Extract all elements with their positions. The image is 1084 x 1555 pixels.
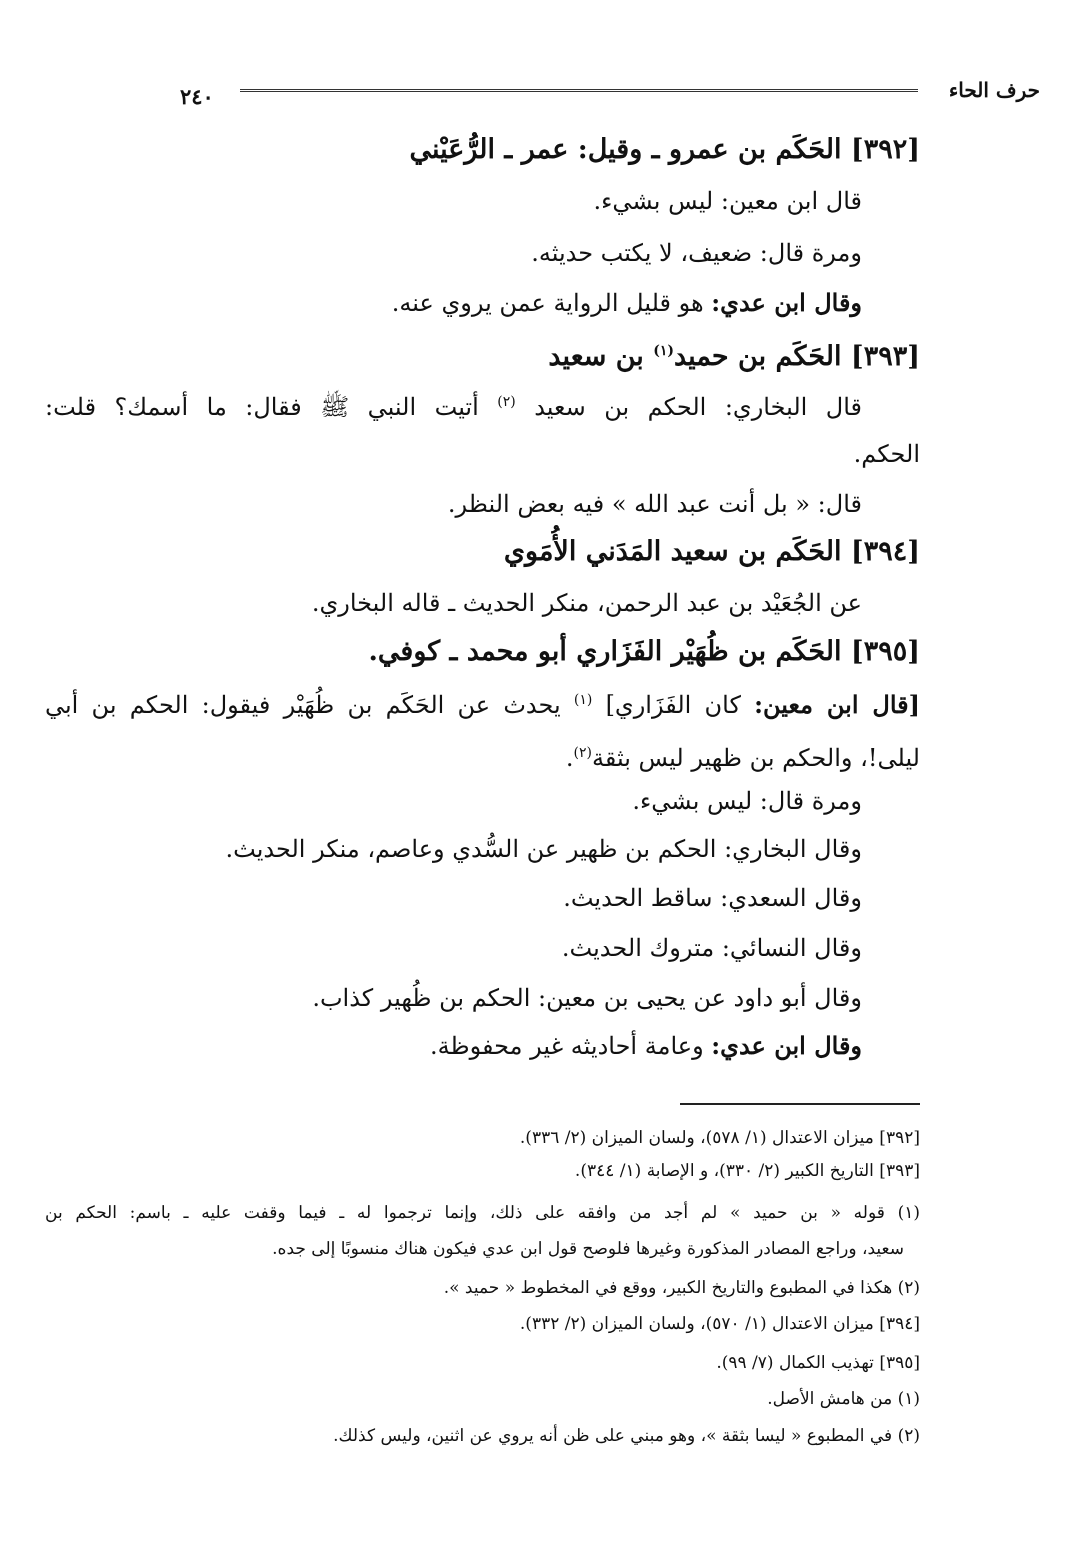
- entry-394-title: [٣٩٤] الحَكَم بن سعيد المَدَني الأُمَوي: [503, 536, 920, 567]
- entry-393-line-3: قال: « بل أنت عبد الله » فيه بعض النظر.: [447, 490, 862, 518]
- entry-393-title-part2: بن سعيد: [548, 341, 654, 372]
- line-part1: كان الفَزَاري]: [592, 691, 755, 719]
- entry-392-title: [٣٩٢] الحَكَم بن عمرو ـ وقيل: عمر ـ الرُّعَيْني: [409, 134, 920, 165]
- entry-393-line-1: [45, 385, 862, 424]
- footnote-continuation: سعيد، وراجع المصادر المذكورة وغيرها فلوصح قول ابن عدي فيكون هناك منسوبًا إلى جده.: [272, 1239, 904, 1259]
- line-part2: .: [565, 744, 574, 772]
- entry-395-line-7: وقال أبو داود عن يحيى بن معين: الحكم بن ظُهير كذاب.: [312, 984, 862, 1012]
- quote-text: وعامة أحاديثه غير محفوظة.: [430, 1032, 712, 1060]
- speaker-label: [قال ابن معين:: [754, 690, 920, 719]
- header-rule: [240, 89, 918, 92]
- entry-395-title: [٣٩٥] الحَكَم بن ظُهَيْر الفَزَاري أبو محمد ـ كوفي.: [368, 636, 920, 667]
- entry-394-line-1: عن الجُعَيْد بن عبد الرحمن، منكر الحديث ـ قاله البخاري.: [311, 589, 862, 617]
- quote-text: هو قليل الرواية عمن يروي عنه.: [391, 289, 712, 317]
- footnote-marker: (٢): [497, 394, 516, 410]
- line-part1: ليلى!، والحكم بن ظهير ليس بثقة: [591, 744, 920, 772]
- footnote-marker: (١): [653, 343, 674, 359]
- entry-392-line-3: [392, 286, 862, 320]
- entry-395-line-3: ومرة قال: ليس بشيء.: [632, 787, 862, 815]
- entry-393-title: [548, 334, 920, 374]
- entry-392-line-2: ومرة قال: ضعيف، لا يكتب حديثه.: [531, 239, 862, 267]
- running-header: [40, 78, 1040, 108]
- footnote: [٣٩٢] ميزان الاعتدال (١/ ٥٧٨)، ولسان الميزان (٢/ ٣٣٦).: [519, 1128, 920, 1148]
- footnote-separator: [680, 1103, 920, 1105]
- entry-395-line-1: [45, 683, 920, 722]
- entry-395-line-8: [430, 1029, 862, 1063]
- footnote: [٣٩٤] ميزان الاعتدال (١/ ٥٧٠)، ولسان الميزان (٢/ ٣٣٢).: [519, 1314, 920, 1334]
- speaker-label: وقال ابن عدي:: [711, 288, 862, 317]
- footnote-marker: (١): [573, 692, 593, 708]
- entry-392-line-1: قال ابن معين: ليس بشيء.: [593, 187, 862, 215]
- speaker-label: وقال ابن عدي:: [711, 1031, 862, 1060]
- entry-393-title-part1: [٣٩٣] الحَكَم بن حميد: [674, 341, 920, 372]
- page-number: ٢٤٠: [180, 84, 214, 109]
- entry-393-line-2: الحكم.: [853, 440, 920, 468]
- line-part2: أتيت النبي ﷺ فقال: ما أسمك؟ قلت:: [45, 393, 498, 421]
- line-part1: قال البخاري: الحكم بن سعيد: [515, 393, 863, 421]
- entry-395-line-4: وقال البخاري: الحكم بن ظهير عن السُّدي وعاصم، منكر الحديث.: [225, 835, 862, 863]
- footnote: (١) من هامش الأصل.: [767, 1389, 920, 1409]
- footnote: [٣٩٥] تهذيب الكمال (٧/ ٩٩).: [716, 1353, 920, 1373]
- line-part2: يحدث عن الحَكَم بن ظُهَيْر فيقول: الحكم بن أبي: [45, 691, 574, 719]
- entry-395-line-5: وقال السعدي: ساقط الحديث.: [563, 884, 862, 912]
- entry-395-line-6: وقال النسائي: متروك الحديث.: [561, 934, 862, 962]
- footnote: (٢) هكذا في المطبوع والتاريخ الكبير، ووقع في المخطوط « حميد ».: [443, 1278, 920, 1298]
- footnote: (١) قوله « بن حميد » لم أجد من وافقه على ذلك، وإنما ترجموا له ـ فيما وقفت عليه ـ باسم: الحكم بن: [45, 1203, 920, 1223]
- chapter-title: حرف الحاء: [948, 78, 1040, 102]
- entry-395-line-2: [566, 736, 920, 775]
- footnote: (٢) في المطبوع « ليسا بثقة »، وهو مبني على ظن أنه يروي عن اثنين، وليس كذلك.: [333, 1426, 920, 1446]
- footnote-marker: (٢): [573, 745, 592, 761]
- footnote: [٣٩٣] التاريخ الكبير (٢/ ٣٣٠)، و الإصابة (١/ ٣٤٤).: [574, 1161, 920, 1181]
